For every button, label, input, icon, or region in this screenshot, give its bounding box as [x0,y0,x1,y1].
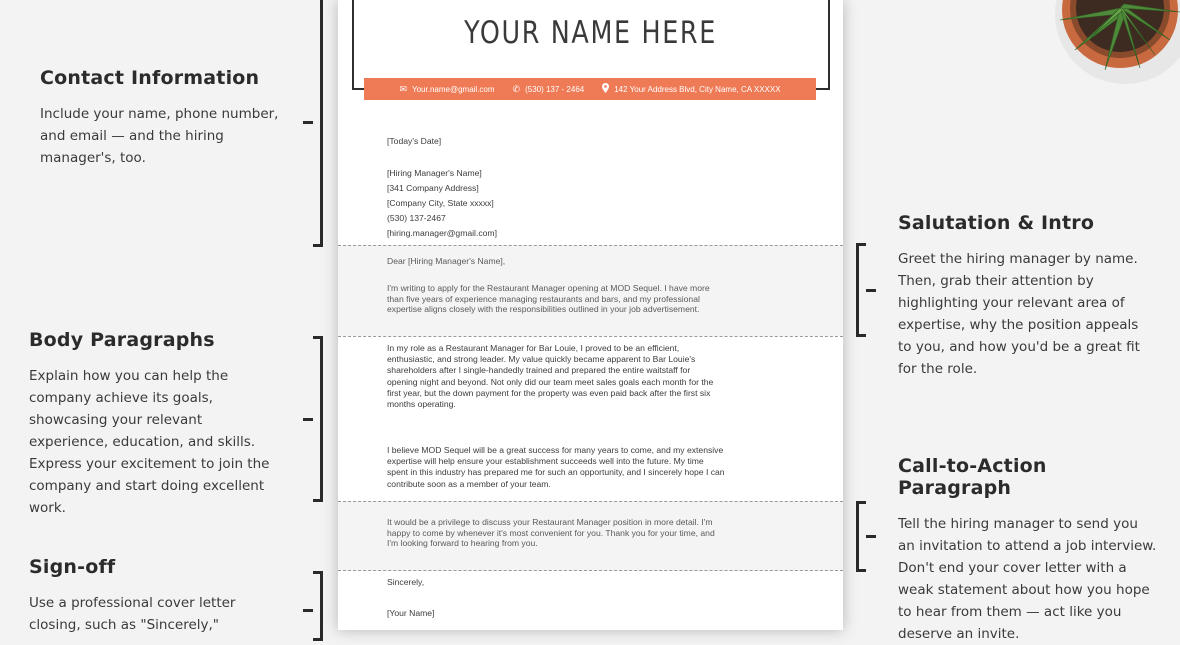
applicant-name: YOUR NAME HERE [464,15,717,51]
body1-line: months operating. [387,399,456,410]
salutation-bracket [856,243,866,337]
body1-line: first year, but the down payment for the property was even paid back after the first six [387,387,711,398]
body1-line: opening night and beyond. Not only did our team meet sales goals each month for the [387,376,714,387]
body1-line: shareholders after I single-handedly trained and prepared the entire waitstaff for [387,365,691,376]
cta-line: I'm looking forward to hearing from you. [387,538,538,549]
recipient-line: (530) 137-2467 [387,213,446,223]
bracket-tick [866,289,876,292]
salutation-annotation-text: Greet the hiring manager by name. Then, grab their attention by highlighting your relevant area of expertise, why the position appeals to you, and how you'd be a great fit for the role. [898,251,1140,377]
intro-line: expertise aligns closely with the responsibilities outlined in your job advertisement. [387,304,700,315]
contact-phone [513,85,585,94]
envelope-icon: ✉ [399,83,407,94]
location-pin-icon [602,83,609,95]
contact-annotation [40,67,285,169]
body2-line: contribute soon as a member of your team. [387,478,551,489]
body2-line: I believe MOD Sequel will be a great success for many years to come, and my extensive [387,445,724,455]
address-text: 142 Your Address Blvd, City Name, CA XXXXX [614,84,781,94]
phone-text: (530) 137 - 2464 [525,84,585,94]
cta-paragraph [387,517,807,549]
body-paragraph-2 [387,445,807,490]
phone-icon: ✆ [512,83,521,94]
intro-line: than five years of experience managing restaurants and bars, and my professional [387,293,700,304]
body2-line: spent in this industry has prepared me for such an opportunity, and I sincerely hope I can [387,467,725,478]
contact-bracket [313,0,323,247]
cta-bracket [856,501,866,572]
intro-paragraph [387,283,807,315]
signoff-annotation-text: Use a professional cover letter closing, such as "Sincerely," [29,595,236,633]
recipient-block [387,166,807,241]
signoff-bracket [313,571,323,641]
cta-annotation [898,455,1158,645]
letter-signature: [Your Name] [387,608,435,618]
body-paragraph-1 [387,343,807,410]
contact-annotation-text: Include your name, phone number, and email — and the hiring manager's, too. [40,106,279,166]
contact-email [399,85,494,94]
salutation-annotation [898,212,1148,380]
salutation-annotation-title: Salutation & Intro [898,212,1095,234]
cta-line: It would be a privilege to discuss your Restaurant Manager position in more detail. I'm [387,517,713,527]
body1-line: In my role as a Restaurant Manager for Bar Louie, I proved to be an efficient, [387,343,680,353]
recipient-line: [Company City, State xxxxx] [387,198,494,208]
body1-line: enthusiastic, and strong leader. My value quickly became apparent to Bar Louie's [387,354,696,365]
body-annotation-title: Body Paragraphs [29,329,215,351]
recipient-line: [Hiring Manager's Name] [387,168,482,178]
body-annotation [29,329,274,519]
signoff-annotation [29,556,244,636]
intro-line: I'm writing to apply for the Restaurant Manager opening at MOD Sequel. I have more [387,283,710,293]
letter-date: [Today's Date] [387,136,442,146]
email-text: Your.name@gmail.com [412,84,495,94]
contact-address [602,83,780,95]
bracket-tick [303,418,313,421]
body2-line: expertise will help ensure your establishment succeeds well into the future. My time [387,456,704,467]
cta-annotation-text: Tell the hiring manager to send you an invitation to attend a job interview. Don't end your cover letter with a weak statement about how you hope to hear from them — act like you deserve an invite. [898,516,1157,642]
letter-greeting: Dear [Hiring Manager's Name], [387,256,506,266]
section-divider [338,245,843,246]
bracket-tick [303,121,313,124]
recipient-line: [hiring.manager@gmail.com] [387,228,497,238]
contact-annotation-title: Contact Information [40,67,260,89]
body-bracket [313,336,323,502]
section-divider [338,336,843,337]
section-divider [338,570,843,571]
plant-image [1020,0,1180,125]
body-annotation-text: Explain how you can help the company achieve its goals, showcasing your relevant experience, education, and skills. Express your excitement to join the company and start doing excellent work. [29,368,270,516]
cta-line: happy to come by whenever it's most convenient for you. Thank you for your time, and [387,527,715,538]
recipient-line: [341 Company Address] [387,183,479,193]
letter-closing: Sincerely, [387,577,425,587]
cover-letter [338,0,843,630]
cta-annotation-title: Call-to-Action Paragraph [898,455,1047,499]
contact-bar [364,78,816,100]
bracket-tick [866,535,876,538]
bracket-tick [303,609,313,612]
section-divider [338,501,843,502]
signoff-annotation-title: Sign-off [29,556,116,578]
